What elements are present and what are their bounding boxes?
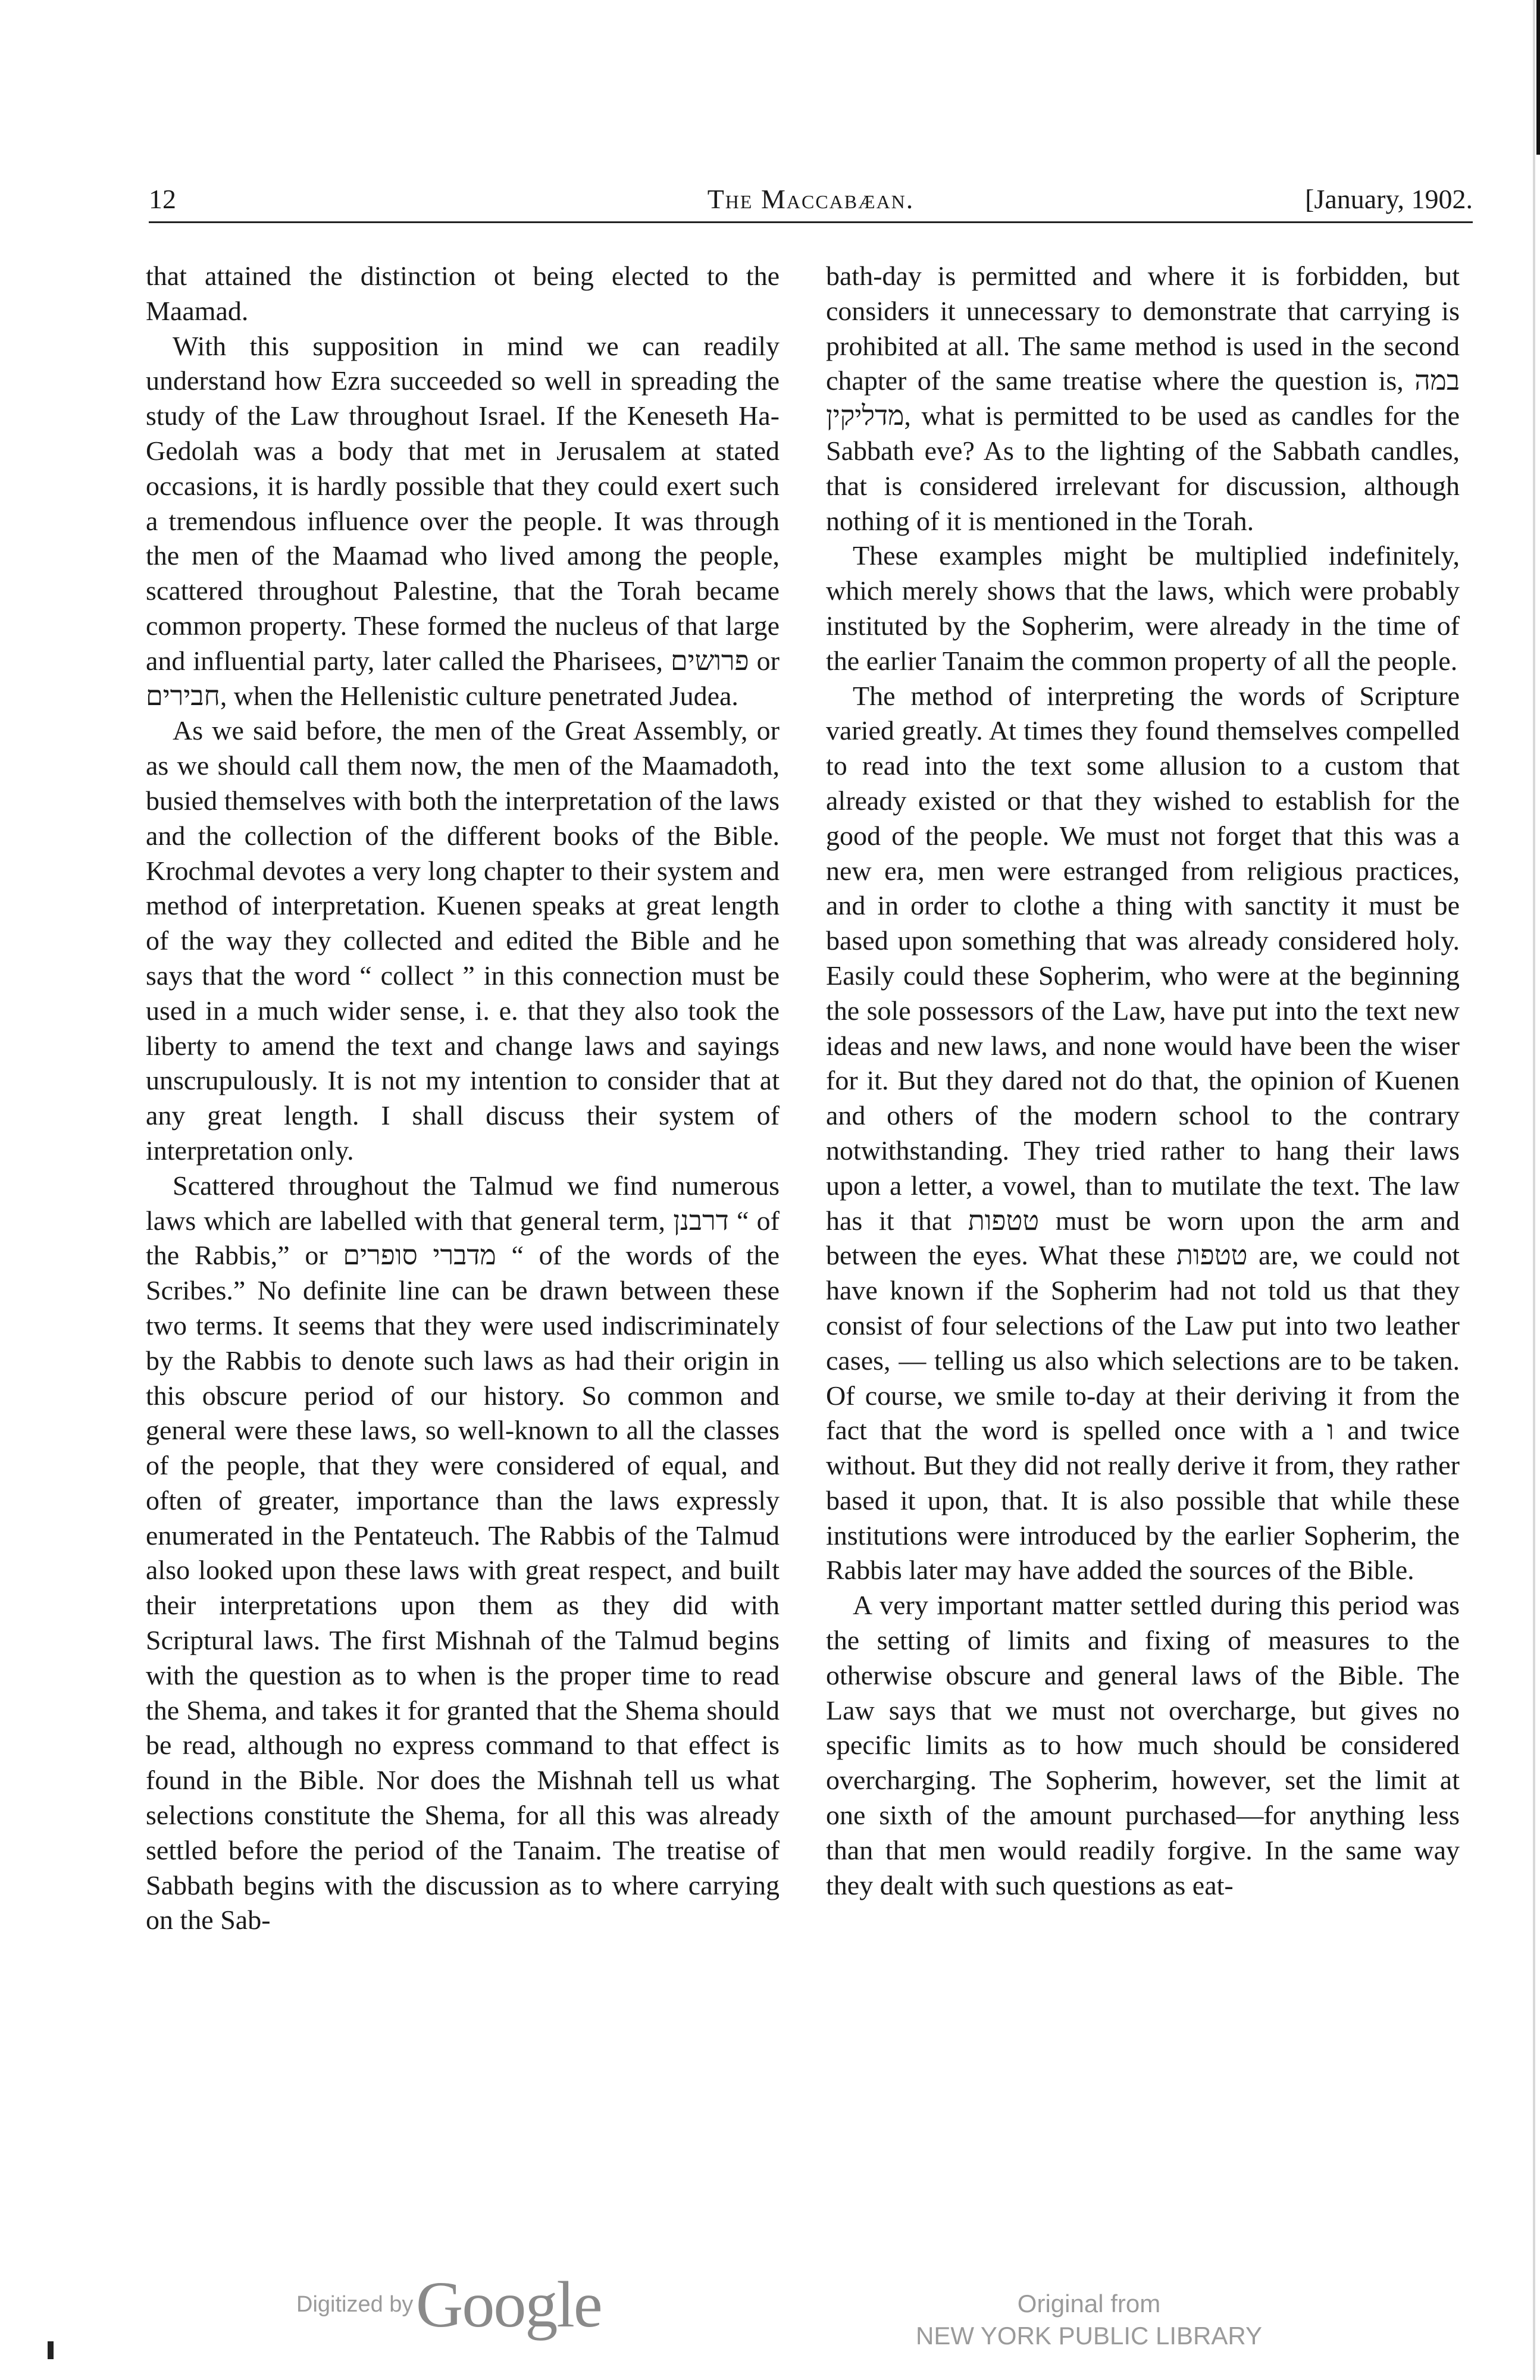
paragraph: With this supposition in mind we can readily understand how Ezra succeeded so well in spreading the study of the Law throughout Israel. If the Keneseth Ha-Gedolah was a body that met in Jerusalem at stated occasions, it is hardly possible that they could exert such a tremendous influence over the people. It was through the men of the Maamad who lived among the people, scattered throughout Palestine, that the Torah became common property. These formed the nucleus of that large and influential party, later called the Pharisees, פרושים or חבירים, when the Hellenistic culture penetrated Judea. — [146, 330, 780, 711]
issue-date: [January, 1902. — [1305, 184, 1473, 214]
journal-title: The Maccabæan. — [707, 184, 915, 214]
google-logo: Google — [415, 2268, 602, 2341]
scan-mark — [48, 2341, 54, 2359]
original-from-label: Original from — [1017, 2290, 1161, 2318]
paragraph: As we said before, the men of the Great Assembly, or as we should call them now, the men of the Maamadoth, busied themselves with both the interpretation of the laws and the collection of the different books of the Bible. Krochmal devotes a very long chapter to their system and method of interpretation. Kuenen speaks at great length of the way they collected and edited the Bible and he says that the word “ collect ” in this connection must be used in a much wider sense, i. e. that they also took the liberty to amend the text and change laws and sayings unscrupulously. It is not my intention to consider that at any great length. I shall discuss their system of interpretation only. — [146, 715, 780, 1166]
page-edge-shadow — [1536, 0, 1540, 155]
paragraph: These examples might be multiplied indefinitely, which merely shows that the laws, which were probably instituted by the Sopherim, were already in the time of the earlier Tanaim the common property of all the people. — [826, 540, 1460, 676]
library-name: NEW YORK PUBLIC LIBRARY — [916, 2322, 1262, 2350]
paragraph: A very important matter settled during this period was the setting of limits and fixing of measures to the otherwise obscure and general laws of the Bible. The Law says that we must not overcharge, but gives no specific limits as to how much should be considered overcharging. The Sopherim, however, set the limit at one sixth of the amount purchased—for anything less than that men would readily forgive. In the same way they dealt with such questions as eat- — [826, 1590, 1460, 1900]
paragraph: Scattered throughout the Talmud we find numerous laws which are labelled with that general term, דרבנן “ of the Rabbis,” or מדברי סופרים “ of the words of the Scribes.” No definite line can be drawn between these two terms. It seems that they were used indiscriminately by the Rabbis to denote such laws as had their origin in this obscure period of our history. So common and general were these laws, so well-known to all the classes of the people, that they were considered of equal, and often of greater, importance than the laws expressly enumerated in the Pentateuch. The Rabbis of the Talmud also looked upon these laws with great respect, and built their interpretations upon them as they did with Scriptural laws. The first Mishnah of the Talmud begins with the question as to when is the proper time to read the Shema, and takes it for granted that the Shema should be read, although no express command to that effect is found in the Bible. Nor does the Mishnah tell us what selections constitute the Shema, for all this was already settled before the period of the Tanaim. The treatise of Sabbath begins with the discussion as to where carrying on the Sab- — [146, 1170, 780, 1936]
paragraph: bath-day is permitted and where it is forbidden, but considers it unnecessary to demonstrate that carrying is prohibited at all. The same method is used in the second chapter of the same treatise where the question is, במה מדליקין, what is permitted to be used as candles for the Sabbath eve? As to the lighting of the Sabbath candles, that is considered irrelevant for discussion, although nothing of it is mentioned in the Torah. — [826, 261, 1460, 536]
header-rule — [149, 221, 1473, 223]
digitized-by-label: Digitized by — [296, 2292, 414, 2317]
digitized-by-watermark — [296, 2267, 602, 2341]
running-header — [149, 183, 1473, 225]
paragraph: that attained the distinction ot being elected to the Maamad. — [146, 261, 780, 326]
left-column — [146, 259, 780, 1938]
page-number: 12 — [149, 184, 176, 214]
library-credit — [881, 2288, 1297, 2352]
paragraph: The method of interpreting the words of Scripture varied greatly. At times they found themselves compelled to read into the text some allusion to a custom that already existed or that they wished to establish for the good of the people. We must not forget that this was a new era, men were estranged from religious practices, and in order to clothe a thing with sanctity it must be based upon something that was already considered holy. Easily could these Sopherim, who were at the beginning the sole possessors of the Law, have put into the text new ideas and new laws, and none would have been the wiser for it. But they dared not do that, the opinion of Kuenen and others of the modern school to the contrary notwithstanding. They tried rather to hang their laws upon a letter, a vowel, than to mutilate the text. The law has it that טטפות must be worn upon the arm and between the eyes. What these טטפות are, we could not have known if the Sopherim had not told us that they consist of four selections of the Law put into two leather cases, — telling us also which selections are to be taken. Of course, we smile to-day at their deriving it from the fact that the word is spelled once with a ו and twice without. But they did not really derive it from, they rather based it upon, that. It is also possible that while these institutions were introduced by the earlier Sopherim, the Rabbis later may have added the sources of the Bible. — [826, 680, 1460, 1586]
page-edge — [1533, 0, 1535, 2380]
right-column — [826, 259, 1460, 1903]
